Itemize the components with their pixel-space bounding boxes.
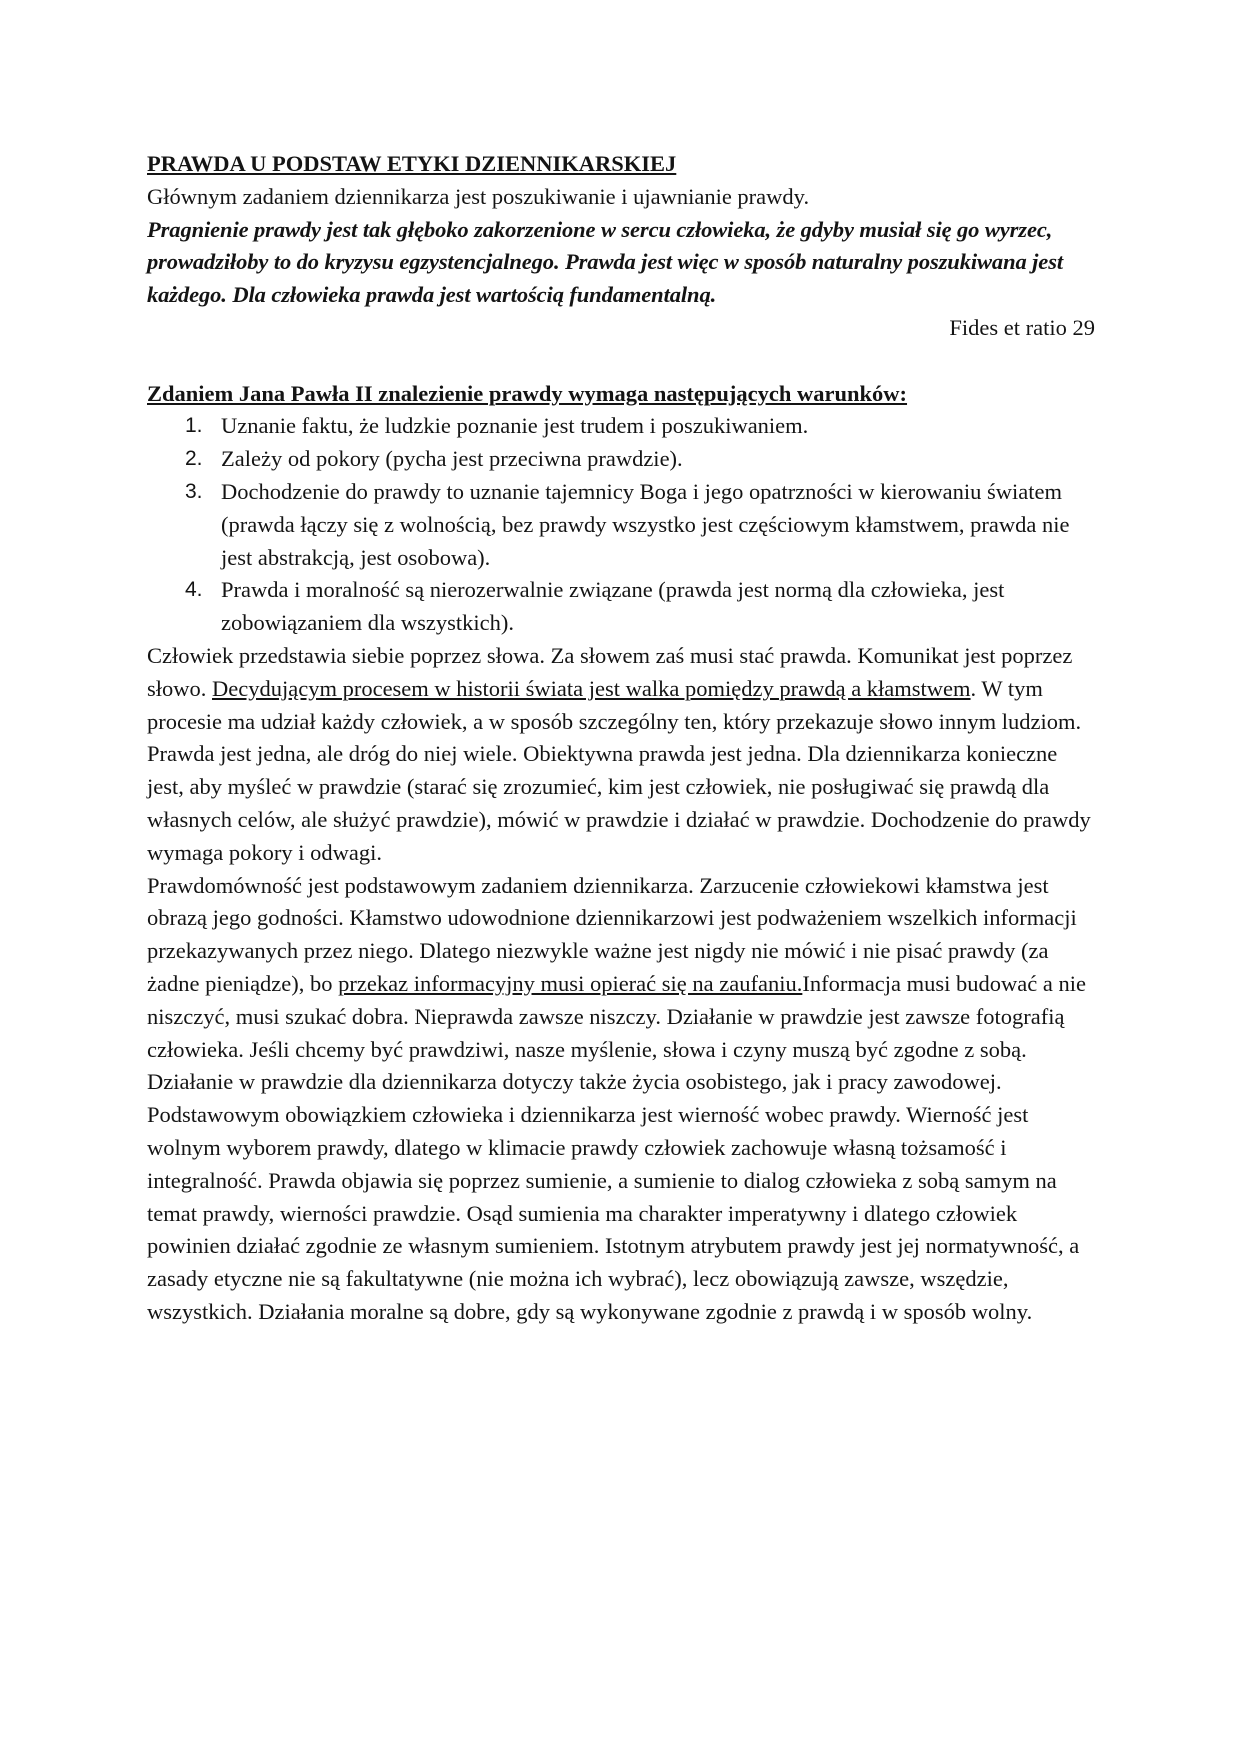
condition-text: Dochodzenie do prawdy to uznanie tajemnicy Boga i jego opatrzności w kierowaniu światem (prawda łączy się z wolnością, bez prawdy wszystko jest częściowym kłamstwem, prawda nie jest abstrakcją, jest osobowa). [221,478,1070,570]
condition-item [185,574,1095,640]
body-paragraph-2 [147,870,1095,1329]
intro-sentence: Głównym zadaniem dziennikarza jest poszukiwanie i ujawnianie prawdy. [147,183,810,209]
condition-text: Uznanie faktu, że ludzkie poznanie jest trudem i poszukiwaniem. [221,413,809,439]
paragraph-text: . W tym procesie ma udział każdy człowiek, a w sposób szczególny ten, który przekazuje słowo innym ludziom. Prawda jest jedna, ale dróg do niej wiele. Obiektywna prawda jest jedna. Dla dziennikarza konieczne jest, aby myśleć w prawdzie (starać się zrozumieć, kim jest człowiek, nie posługiwać się prawdą dla własnych celów, ale służyć prawdzie), mówić w prawdzie i działać w prawdzie. Dochodzenie do prawdy wymaga pokory i odwagi. [147,675,1091,865]
paragraph-text: Człowiek przedstawia siebie poprzez słowa. Za słowem zaś musi stać prawda. Komunikat jest poprzez słowo. [147,642,1073,701]
condition-item [185,410,1095,443]
paragraph-text: Prawdomówność jest podstawowym zadaniem dziennikarza. Zarzucenie człowiekowi kłamstwa jest obrazą jego godności. Kłamstwo udowodnione dziennikarzowi jest podważeniem wszelkich informacji przekazywanych przez niego. Dlatego niezwykle ważne jest nigdy nie mówić i nie pisać prawdy (za żadne pieniądze), bo [147,872,1077,996]
document-page [147,148,1095,1329]
body-paragraph-1 [147,640,1095,870]
underlined-phrase: Decydującym procesem w historii świata jest walka pomiędzy prawdą a kłamstwem [212,675,971,701]
condition-number: 3. [185,479,203,503]
conditions-heading: Zdaniem Jana Pawła II znalezienie prawdy wymaga następujących warunków: [147,380,908,406]
blank-line [147,345,1095,378]
conditions-list [147,410,1095,640]
paragraph-text: Informacja musi budować a nie niszczyć, musi szukać dobra. Nieprawda zawsze niszczy. Działanie w prawdzie jest zawsze fotografią człowieka. Jeśli chcemy być prawdziwi, nasze myślenie, słowa i czyny muszą być zgodne z sobą. Działanie w prawdzie dla dziennikarza dotyczy także życia osobistego, jak i pracy zawodowej. Podstawowym obowiązkiem człowieka i dziennikarza jest wierność wobec prawdy. Wierność jest wolnym wyborem prawdy, dlatego w klimacie prawdy człowiek zachowuje własną tożsamość i integralność. Prawda objawia się poprzez sumienie, a sumienie to dialog człowieka z sobą samym na temat prawdy, wierności prawdzie. Osąd sumienia ma charakter imperatywny i dlatego człowiek powinien działać zgodnie ze własnym sumieniem. Istotnym atrybutem prawdy jest jej normatywność, a zasady etyczne nie są fakultatywne (nie można ich wybrać), lecz obowiązują zawsze, wszędzie, wszystkich. Działania moralne są dobre, gdy są wykonywane zgodnie z prawdą i w sposób wolny. [147,970,1086,1324]
condition-text: Zależy od pokory (pycha jest przeciwna prawdzie). [221,446,683,472]
quote-source: Fides et ratio 29 [949,314,1095,340]
condition-text: Prawda i moralność są nierozerwalnie związane (prawda jest normą dla człowieka, jest zobowiązaniem dla wszystkich). [221,577,1005,636]
condition-item [185,443,1095,476]
condition-item [185,476,1095,574]
underlined-phrase: przekaz informacyjny musi opierać się na zaufaniu. [338,970,803,996]
quote-paragraph: Pragnienie prawdy jest tak głęboko zakorzenione w sercu człowieka, że gdyby musiał się go wyrzec, prowadziłoby to do kryzysu egzystencjalnego. Prawda jest więc w sposób naturalny poszukiwana jest każdego. Dla człowieka prawda jest wartością fundamentalną. [147,216,1063,308]
condition-number: 4. [185,578,203,602]
document-title: PRAWDA U PODSTAW ETYKI DZIENNIKARSKIEJ [147,151,677,176]
condition-number: 1. [185,414,203,438]
condition-number: 2. [185,447,203,471]
